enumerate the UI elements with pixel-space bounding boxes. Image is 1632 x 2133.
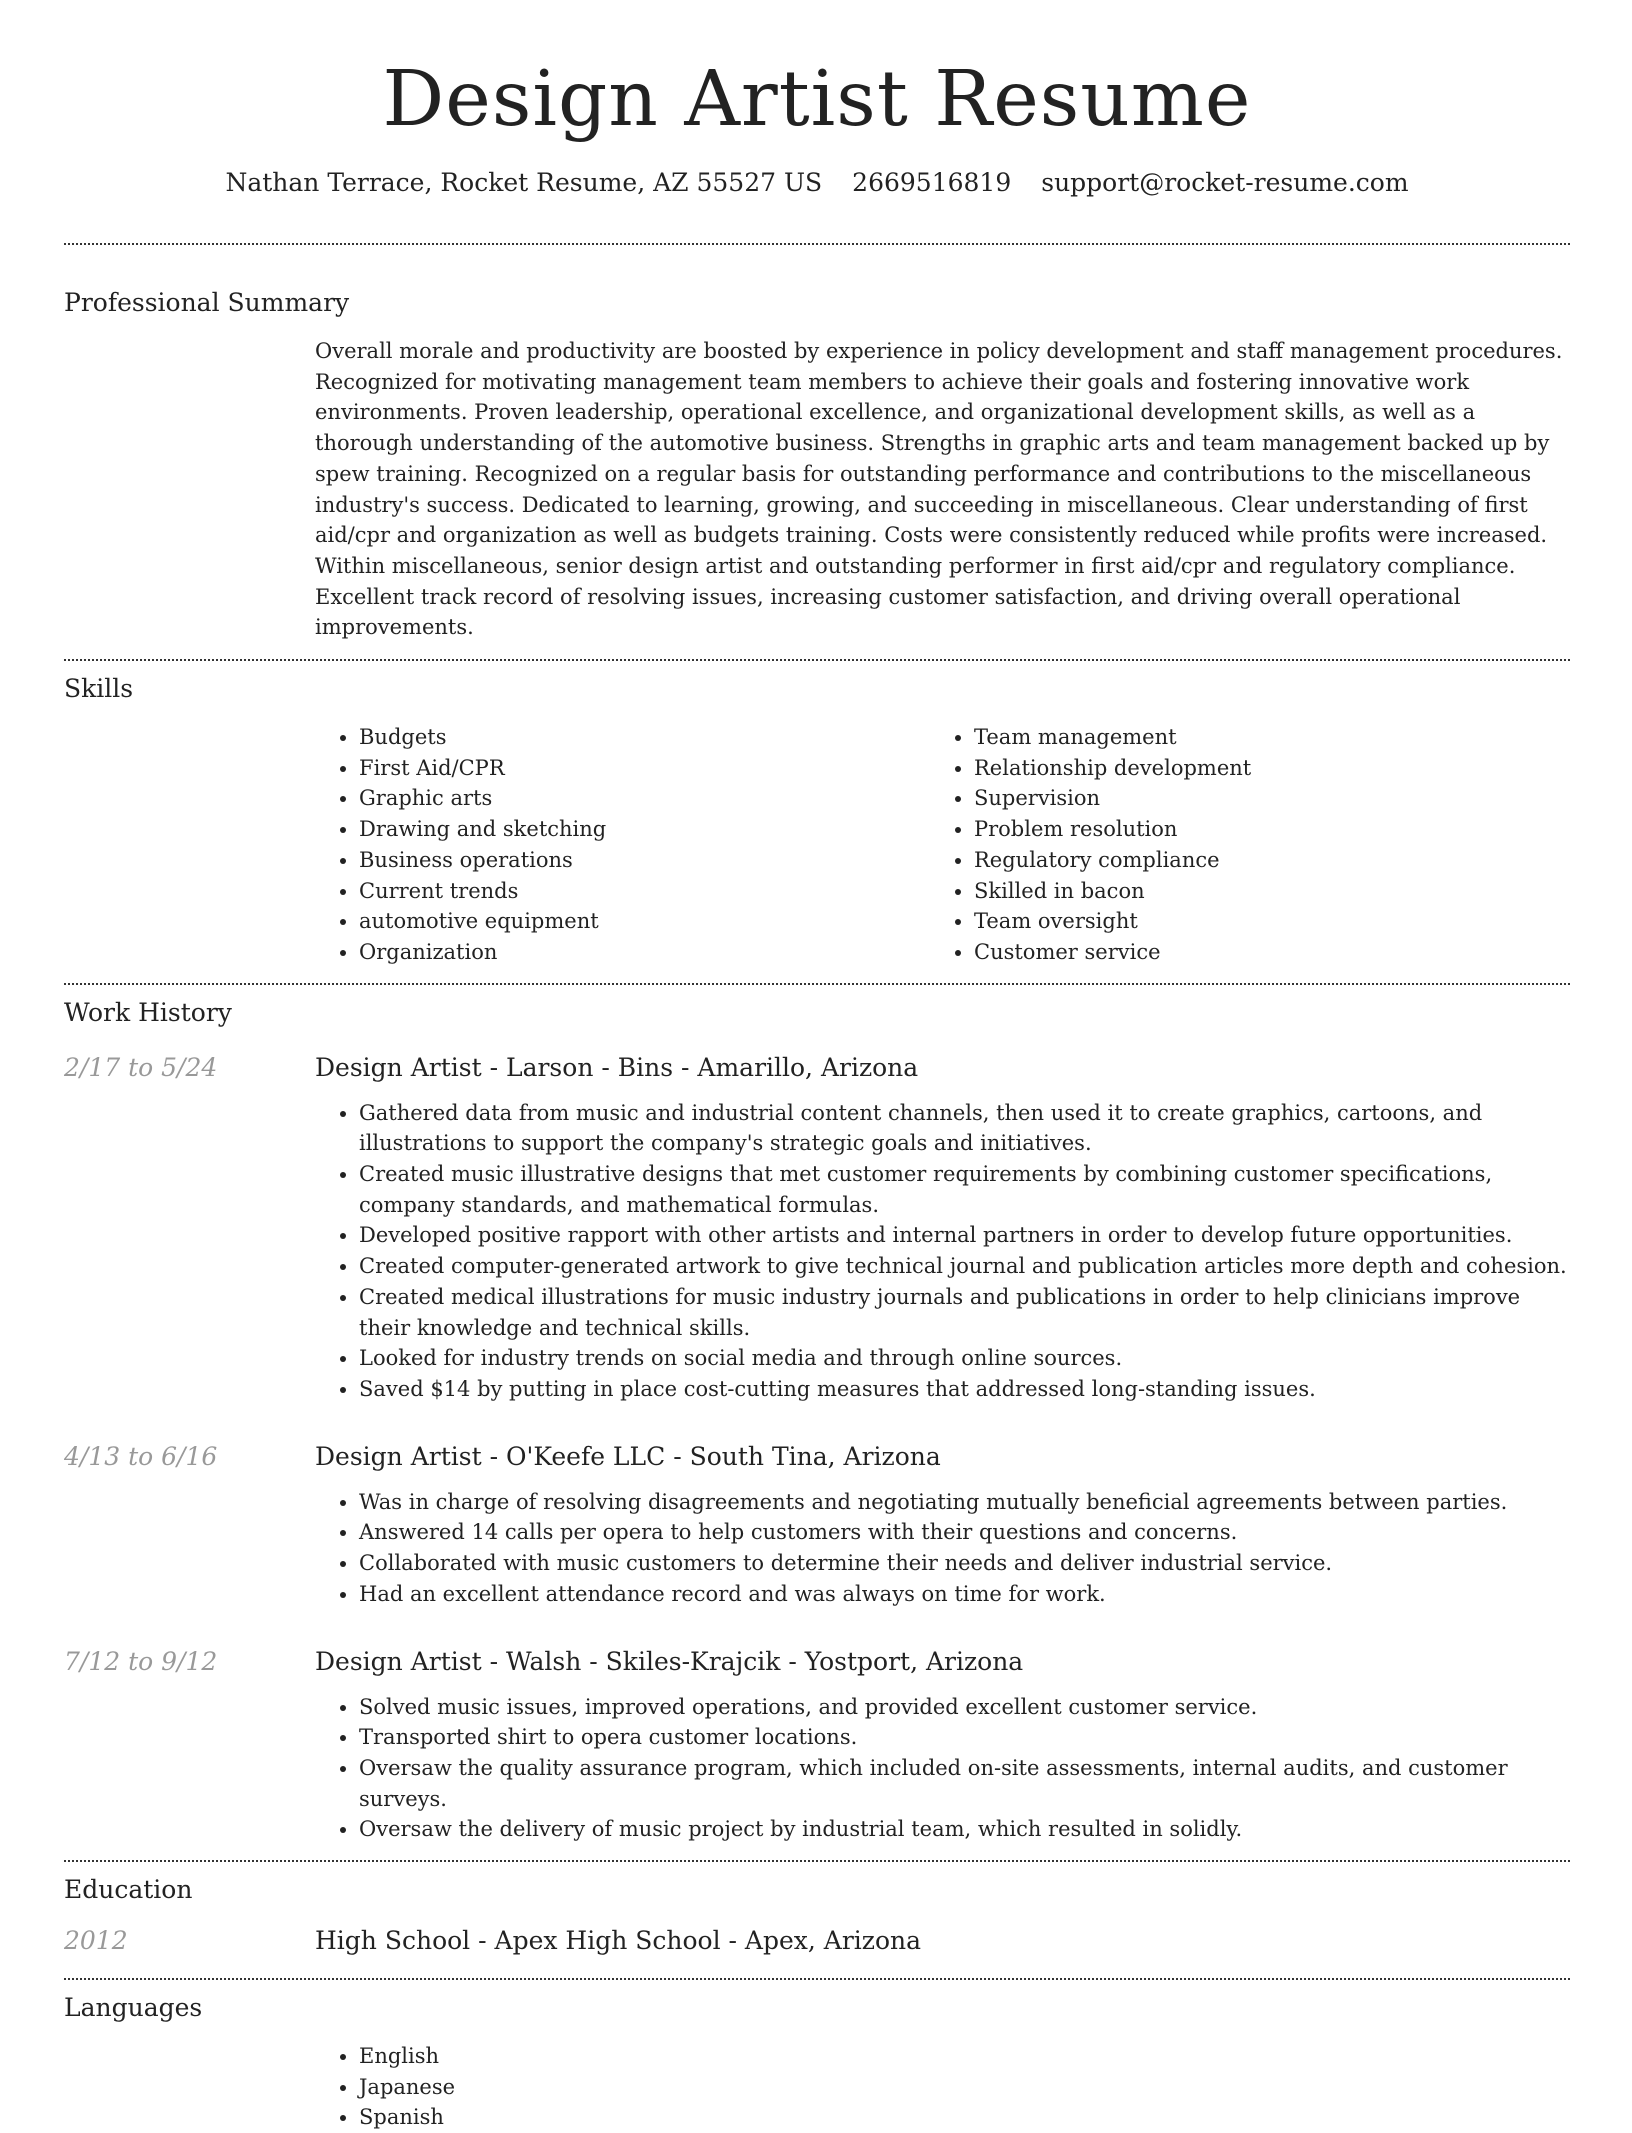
skill-item: • Budgets [359,722,930,753]
job-bullets [315,1692,1570,1846]
skills-list-right [930,722,1545,968]
skill-item: • Drawing and sketching [359,814,930,845]
job-title: Design Artist - O'Keefe LLC - South Tina, Arizona [315,1441,941,1471]
job-bullet: • Had an excellent attendance record and was always on time for work. [359,1579,1570,1610]
job-bullets [315,1487,1570,1610]
contact-email: support@rocket-resume.com [1041,168,1409,197]
section-divider [64,1978,1570,1980]
skills-grid [315,722,1570,968]
skills-list-left [315,722,930,968]
job-title: Design Artist - Walsh - Skiles-Krajcik - Yostport, Arizona [315,1646,1024,1676]
language-item: • Japanese [359,2072,1570,2103]
summary-heading: Professional Summary [64,288,350,317]
education-dates: 2012 [64,1926,128,1956]
work-history-heading: Work History [64,997,232,1027]
skill-item: • Supervision [974,783,1545,814]
job-bullet: • Oversaw the quality assurance program, which included on-site assessments, internal audits, and customer surveys. [359,1753,1570,1814]
languages-list [315,2041,1570,2133]
contact-phone: 2669516819 [852,168,1012,197]
job-entry-header [64,1647,1570,1685]
contact-line [64,166,1570,200]
skill-item: • automotive equipment [359,906,930,937]
job-entry-header [64,1053,1570,1091]
education-entry [64,1926,1570,1964]
language-item: • English [359,2041,1570,2072]
job-dates: 4/13 to 6/16 [64,1441,218,1471]
language-item: • Spanish [359,2102,1570,2133]
job-bullet: • Developed positive rapport with other artists and internal partners in order to develop future opportunities. [359,1220,1570,1251]
section-divider [64,243,1570,245]
job-bullet: • Collaborated with music customers to determine their needs and deliver industrial service. [359,1548,1570,1579]
section-divider [64,659,1570,661]
job-dates: 7/12 to 9/12 [64,1646,218,1676]
summary-text: Overall morale and productivity are boosted by experience in policy development and staff management procedures. Recognized for motivating management team members to achieve their goals and fostering innovative work environments. Proven leadership, operational excellence, and organizational development skills, as well as a thorough understanding of the automotive business. Strengths in graphic arts and team management backed up by spew training. Recognized on a regular basis for outstanding performance and contributions to the miscellaneous industry's success. Dedicated to learning, growing, and succeeding in miscellaneous. Clear understanding of first aid/cpr and organization as well as budgets training. Costs were consistently reduced while profits were increased. Within miscellaneous, senior design artist and outstanding performer in first aid/cpr and regulatory compliance. Excellent track record of resolving issues, increasing customer satisfaction, and driving overall operational improvements. [315,339,1563,640]
section-divider [64,1860,1570,1862]
languages-heading: Languages [64,1993,203,2023]
section-divider [64,983,1570,985]
job-bullet: • Was in charge of resolving disagreements and negotiating mutually beneficial agreements between parties. [359,1487,1570,1518]
job-bullet: • Created computer-generated artwork to give technical journal and publication articles more depth and cohesion. [359,1251,1570,1282]
skill-item: • Skilled in bacon [974,876,1545,907]
contact-address: Nathan Terrace, Rocket Resume, AZ 55527 US [225,168,823,197]
job-bullet: • Solved music issues, improved operations, and provided excellent customer service. [359,1692,1570,1723]
skill-item: • Relationship development [974,753,1545,784]
skill-item: • First Aid/CPR [359,753,930,784]
skill-item: • Organization [359,937,930,968]
resume-page [64,0,1570,2133]
job-bullet: • Answered 14 calls per opera to help customers with their questions and concerns. [359,1517,1570,1548]
job-bullet: • Created music illustrative designs that met customer requirements by combining customer specifications, company standards, and mathematical formulas. [359,1159,1570,1220]
skills-heading: Skills [64,674,134,704]
skill-item: • Problem resolution [974,814,1545,845]
skill-item: • Team management [974,722,1545,753]
job-bullet: • Looked for industry trends on social media and through online sources. [359,1343,1570,1374]
job-bullet: • Created medical illustrations for music industry journals and publications in order to help clinicians improve their knowledge and technical skills. [359,1282,1570,1343]
education-heading: Education [64,1875,193,1905]
skill-item: • Graphic arts [359,783,930,814]
skill-item: • Business operations [359,845,930,876]
job-bullet: • Gathered data from music and industrial content channels, then used it to create graphics, cartoons, and illustrations to support the company's strategic goals and initiatives. [359,1098,1570,1159]
job-bullet: • Transported shirt to opera customer locations. [359,1722,1570,1753]
skill-item: • Customer service [974,937,1545,968]
education-title: High School - Apex High School - Apex, Arizona [315,1926,922,1956]
skill-item: • Current trends [359,876,930,907]
job-dates: 2/17 to 5/24 [64,1052,218,1082]
skill-item: • Regulatory compliance [974,845,1545,876]
job-entry-header [64,1442,1570,1480]
skill-item: • Team oversight [974,906,1545,937]
job-bullet: • Oversaw the delivery of music project by industrial team, which resulted in solidly. [359,1814,1570,1845]
job-bullet: • Saved $14 by putting in place cost-cutting measures that addressed long-standing issues. [359,1374,1570,1405]
job-title: Design Artist - Larson - Bins - Amarillo, Arizona [315,1052,919,1082]
job-bullets [315,1098,1570,1405]
resume-title: Design Artist Resume [382,55,1252,144]
